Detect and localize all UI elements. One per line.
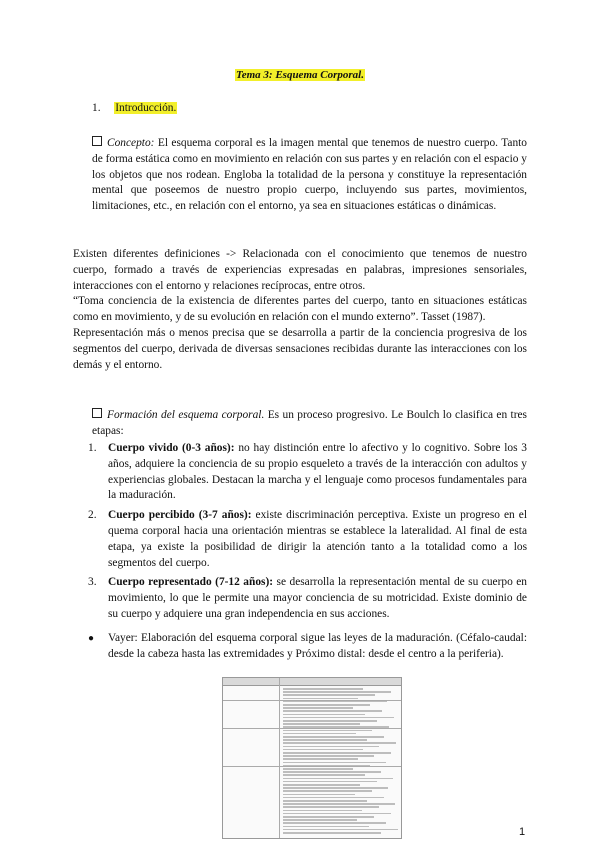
concept-text: El esquema corporal es la imagen mental que tenemos de nuestro cuerpo. Tanto de forma estática como en movimiento en relación con sus partes y en relación con el espacio y los objetos que nos rodean. Engloba la totalidad de la persona y constituye la representación mental que poseemos de nuestro propio cuerpo, incluyendo sus partes, movimientos, limitaciones, etc., en relación con el entorno, ya sea en situaciones estáticas o dinámicas. <box>92 137 528 213</box>
table-text-line <box>283 701 387 703</box>
item-title: Cuerpo percibido (3-7 años): <box>108 509 252 522</box>
table-text-line <box>283 768 353 770</box>
table-text-line <box>283 765 370 767</box>
section-heading <box>92 101 177 117</box>
table-text-line <box>283 755 374 757</box>
table-text-line <box>283 832 381 834</box>
formacion-label: Formación del esquema corporal. <box>107 409 265 421</box>
concept-paragraph <box>92 136 527 215</box>
table-text-line <box>283 787 388 789</box>
table-text-line <box>283 691 391 693</box>
table-text-line <box>283 739 367 741</box>
table-text-line <box>283 710 382 712</box>
table-text-line <box>283 810 362 812</box>
table-text-line <box>283 742 396 744</box>
section-label: Introducción. <box>115 102 177 114</box>
table-text-line <box>283 717 394 719</box>
item-text: se desarrolla la representación mental de su cuerpo en movimiento, lo que le permite una mayor conciencia de su motricidad. Existe dominio de su cuerpo y adquiere una gran independencia en sus acciones. <box>108 576 527 620</box>
table-text-line <box>283 822 386 824</box>
table-text-line <box>283 790 372 792</box>
table-text-line <box>283 736 384 738</box>
table-text-line <box>283 704 370 706</box>
stages-list <box>88 441 527 627</box>
table-text-line <box>283 752 391 754</box>
checkbox-icon <box>92 136 102 146</box>
table-text-line <box>283 784 360 786</box>
table-text-line <box>283 806 379 808</box>
formacion-paragraph <box>92 408 527 440</box>
table-text-line <box>283 698 358 700</box>
bullet-icon: ● <box>88 633 95 644</box>
table-text-line <box>283 707 353 709</box>
table-text-line <box>283 794 355 796</box>
vayer-text: Vayer: Elaboración del esquema corporal sigue las leyes de la maduración. (Céfalo-caudal: desde la cabeza hasta las extremidades y Próximo distal: desde el centro a la periferia). <box>108 632 527 660</box>
table-text-line <box>283 800 367 802</box>
table-header-bar <box>223 678 401 686</box>
table-text-line <box>283 749 363 751</box>
paragraph: Existen diferentes definiciones -> Relacionada con el conocimiento que tenemos de nuestro cuerpo, formado a través de experiencias expresadas en palabras, impresiones sensoriales, interacciones con el entorno y relaciones recíprocas, entre otros. <box>73 248 527 292</box>
definitions-block <box>73 247 527 373</box>
embedded-table-image <box>222 677 402 839</box>
table-text-line <box>283 733 356 735</box>
vayer-bullet-item <box>88 631 527 663</box>
item-number: 3. <box>88 576 97 589</box>
list-item <box>88 441 527 504</box>
section-number: 1. <box>92 102 101 114</box>
page-number: 1 <box>519 826 526 838</box>
table-text-line <box>283 762 386 764</box>
list-item <box>88 575 527 622</box>
table-text-line <box>283 714 365 716</box>
table-text-line <box>283 803 395 805</box>
checkbox-icon <box>92 408 102 418</box>
table-text-line <box>283 774 365 776</box>
formacion-text: Es un proceso progresivo. Le Boulch lo clasifica en tres etapas: <box>92 409 527 437</box>
table-text-line <box>283 688 363 690</box>
page-title: Tema 3: Esquema Corporal. <box>236 69 364 81</box>
table-text-line <box>283 816 374 818</box>
table-text-line <box>283 730 372 732</box>
table-text-line <box>283 813 391 815</box>
item-title: Cuerpo representado (7-12 años): <box>108 576 274 589</box>
concept-label: Concepto: <box>107 137 155 149</box>
list-item <box>88 508 527 571</box>
table-text-line <box>283 723 360 725</box>
table-text-line <box>283 826 369 828</box>
item-text: no hay distinción entre lo afectivo y lo cognitivo. Sobre los 3 años, adquiere la conciencia de su propio esqueleto a través de la interacción con adultos y experiencias globales. Destacan la marcha y el lenguaje como procesos fundamentales para la maduración. <box>108 442 528 502</box>
table-text-line <box>283 758 358 760</box>
table-text-line <box>283 771 381 773</box>
table-text-line <box>283 819 357 821</box>
table-column-divider <box>279 678 280 838</box>
table-text-line <box>283 726 389 728</box>
table-text-line <box>283 781 377 783</box>
table-text-line <box>283 746 379 748</box>
item-number: 1. <box>88 442 97 454</box>
item-title: Cuerpo vivido (0-3 años): <box>108 442 235 454</box>
item-text: existe discriminación perceptiva. Existe un progreso en el quema corporal hacia una orientación mientras se establece la lateralidad. Al final de esta etapa, ya existe la posibilidad de dirigir la atención tanto a la totalidad como a los segmentos del cuerpo. <box>108 509 527 569</box>
paragraph: “Toma conciencia de la existencia de diferentes partes del cuerpo, tanto en situaciones estáticas como en movimiento, y de su evolución en relación con el mundo externo”. Tasset (1987). <box>73 295 527 324</box>
table-text-line <box>283 694 375 696</box>
item-number: 2. <box>88 509 97 522</box>
table-text-line <box>283 829 398 831</box>
table-text-line <box>283 720 377 722</box>
table-text-line <box>283 778 393 780</box>
paragraph: Representación más o menos precisa que se desarrolla a partir de la conciencia progresiva de los segmentos del cuerpo, derivada de diversas sensaciones recibidas durante las interacciones con los demás y el entorno. <box>73 326 527 371</box>
table-text-line <box>283 797 384 799</box>
